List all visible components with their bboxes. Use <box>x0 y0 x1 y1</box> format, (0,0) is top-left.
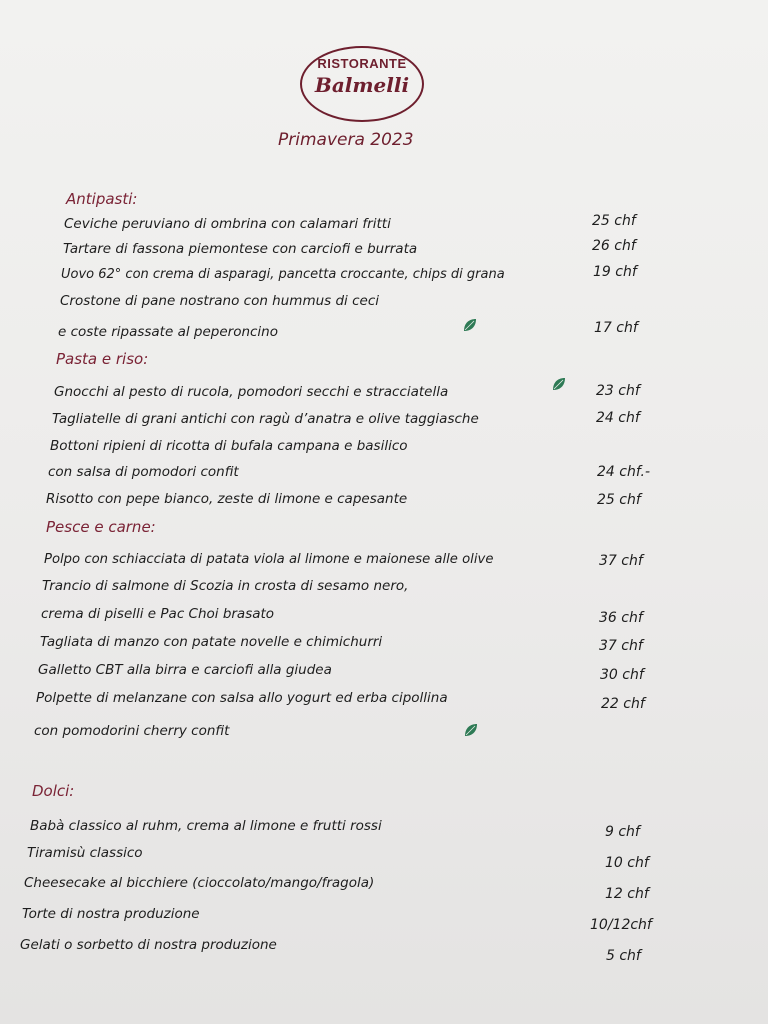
menu-item-name: Gelati o sorbetto di nostra produzione <box>20 937 277 953</box>
menu-item-price: 26 chf <box>592 238 636 254</box>
menu-item-price: 37 chf <box>599 638 643 654</box>
menu-item-name: Tiramisù classico <box>27 845 143 861</box>
logo-top-text: RISTORANTE <box>317 56 407 71</box>
menu-item-price: 24 chf.- <box>597 464 651 480</box>
restaurant-logo <box>300 46 424 122</box>
section-title-dolci: Dolci: <box>32 782 75 800</box>
menu-item-name: crema di piselli e Pac Choi brasato <box>41 606 275 622</box>
menu-item-name: Bottoni ripieni di ricotta di bufala campana e basilico <box>50 438 408 454</box>
menu-item-price: 25 chf <box>592 213 636 229</box>
menu-item-name: Babà classico al ruhm, crema al limone e frutti rossi <box>30 818 382 834</box>
leaf-icon <box>464 723 478 737</box>
menu-item-name: Tagliatelle di grani antichi con ragù d’anatra e olive taggiasche <box>52 411 479 427</box>
menu-item-name: Polpette di melanzane con salsa allo yogurt ed erba cipollina <box>36 690 448 706</box>
menu-item-price: 37 chf <box>599 553 643 569</box>
menu-item-name: con salsa di pomodori confit <box>48 464 239 480</box>
menu-item-name: Trancio di salmone di Scozia in crosta di sesamo nero, <box>42 578 409 594</box>
menu-item-name: Crostone di pane nostrano con hummus di ceci <box>60 293 379 309</box>
menu-item-price: 5 chf <box>606 948 641 964</box>
menu-item-name: Gnocchi al pesto di rucola, pomodori secchi e stracciatella <box>54 384 449 400</box>
logo-name-text: Balmelli <box>314 73 410 97</box>
menu-item-price: 10 chf <box>605 855 649 871</box>
menu-item-name: Ceviche peruviano di ombrina con calamari fritti <box>64 216 391 232</box>
menu-item-price: 25 chf <box>597 492 641 508</box>
menu-item-name: Cheesecake al bicchiere (cioccolato/mango/fragola) <box>24 875 375 891</box>
menu-item-name: Torte di nostra produzione <box>22 906 200 922</box>
menu-item-price: 9 chf <box>605 824 640 840</box>
menu-item-price: 19 chf <box>593 264 637 280</box>
menu-item-name: con pomodorini cherry confit <box>34 723 230 739</box>
menu-item-name: Tagliata di manzo con patate novelle e chimichurri <box>40 634 383 650</box>
menu-item-price: 22 chf <box>601 696 645 712</box>
menu-item-name: Uovo 62° con crema di asparagi, pancetta croccante, chips di grana <box>61 267 505 282</box>
season-title: Primavera 2023 <box>278 130 414 150</box>
menu-item-price: 12 chf <box>605 886 649 902</box>
menu-item-price: 23 chf <box>596 383 640 399</box>
menu-item-name: Galletto CBT alla birra e carciofi alla giudea <box>38 662 332 678</box>
section-title-antipasti: Antipasti: <box>66 190 138 208</box>
menu-item-price: 36 chf <box>599 610 643 626</box>
menu-item-name: Risotto con pepe bianco, zeste di limone e capesante <box>46 491 408 507</box>
section-title-pesce: Pesce e carne: <box>46 518 156 536</box>
menu-item-price: 10/12chf <box>590 917 652 933</box>
menu-item-price: 24 chf <box>596 410 640 426</box>
menu-item-price: 17 chf <box>594 320 638 336</box>
section-title-pasta: Pasta e riso: <box>56 350 149 368</box>
menu-item-price: 30 chf <box>600 667 644 683</box>
leaf-icon <box>552 377 566 391</box>
leaf-icon <box>463 318 477 332</box>
menu-item-name: e coste ripassate al peperoncino <box>58 324 278 340</box>
menu-item-name: Polpo con schiacciata di patata viola al limone e maionese alle olive <box>44 552 494 567</box>
menu-item-name: Tartare di fassona piemontese con carciofi e burrata <box>63 241 418 257</box>
